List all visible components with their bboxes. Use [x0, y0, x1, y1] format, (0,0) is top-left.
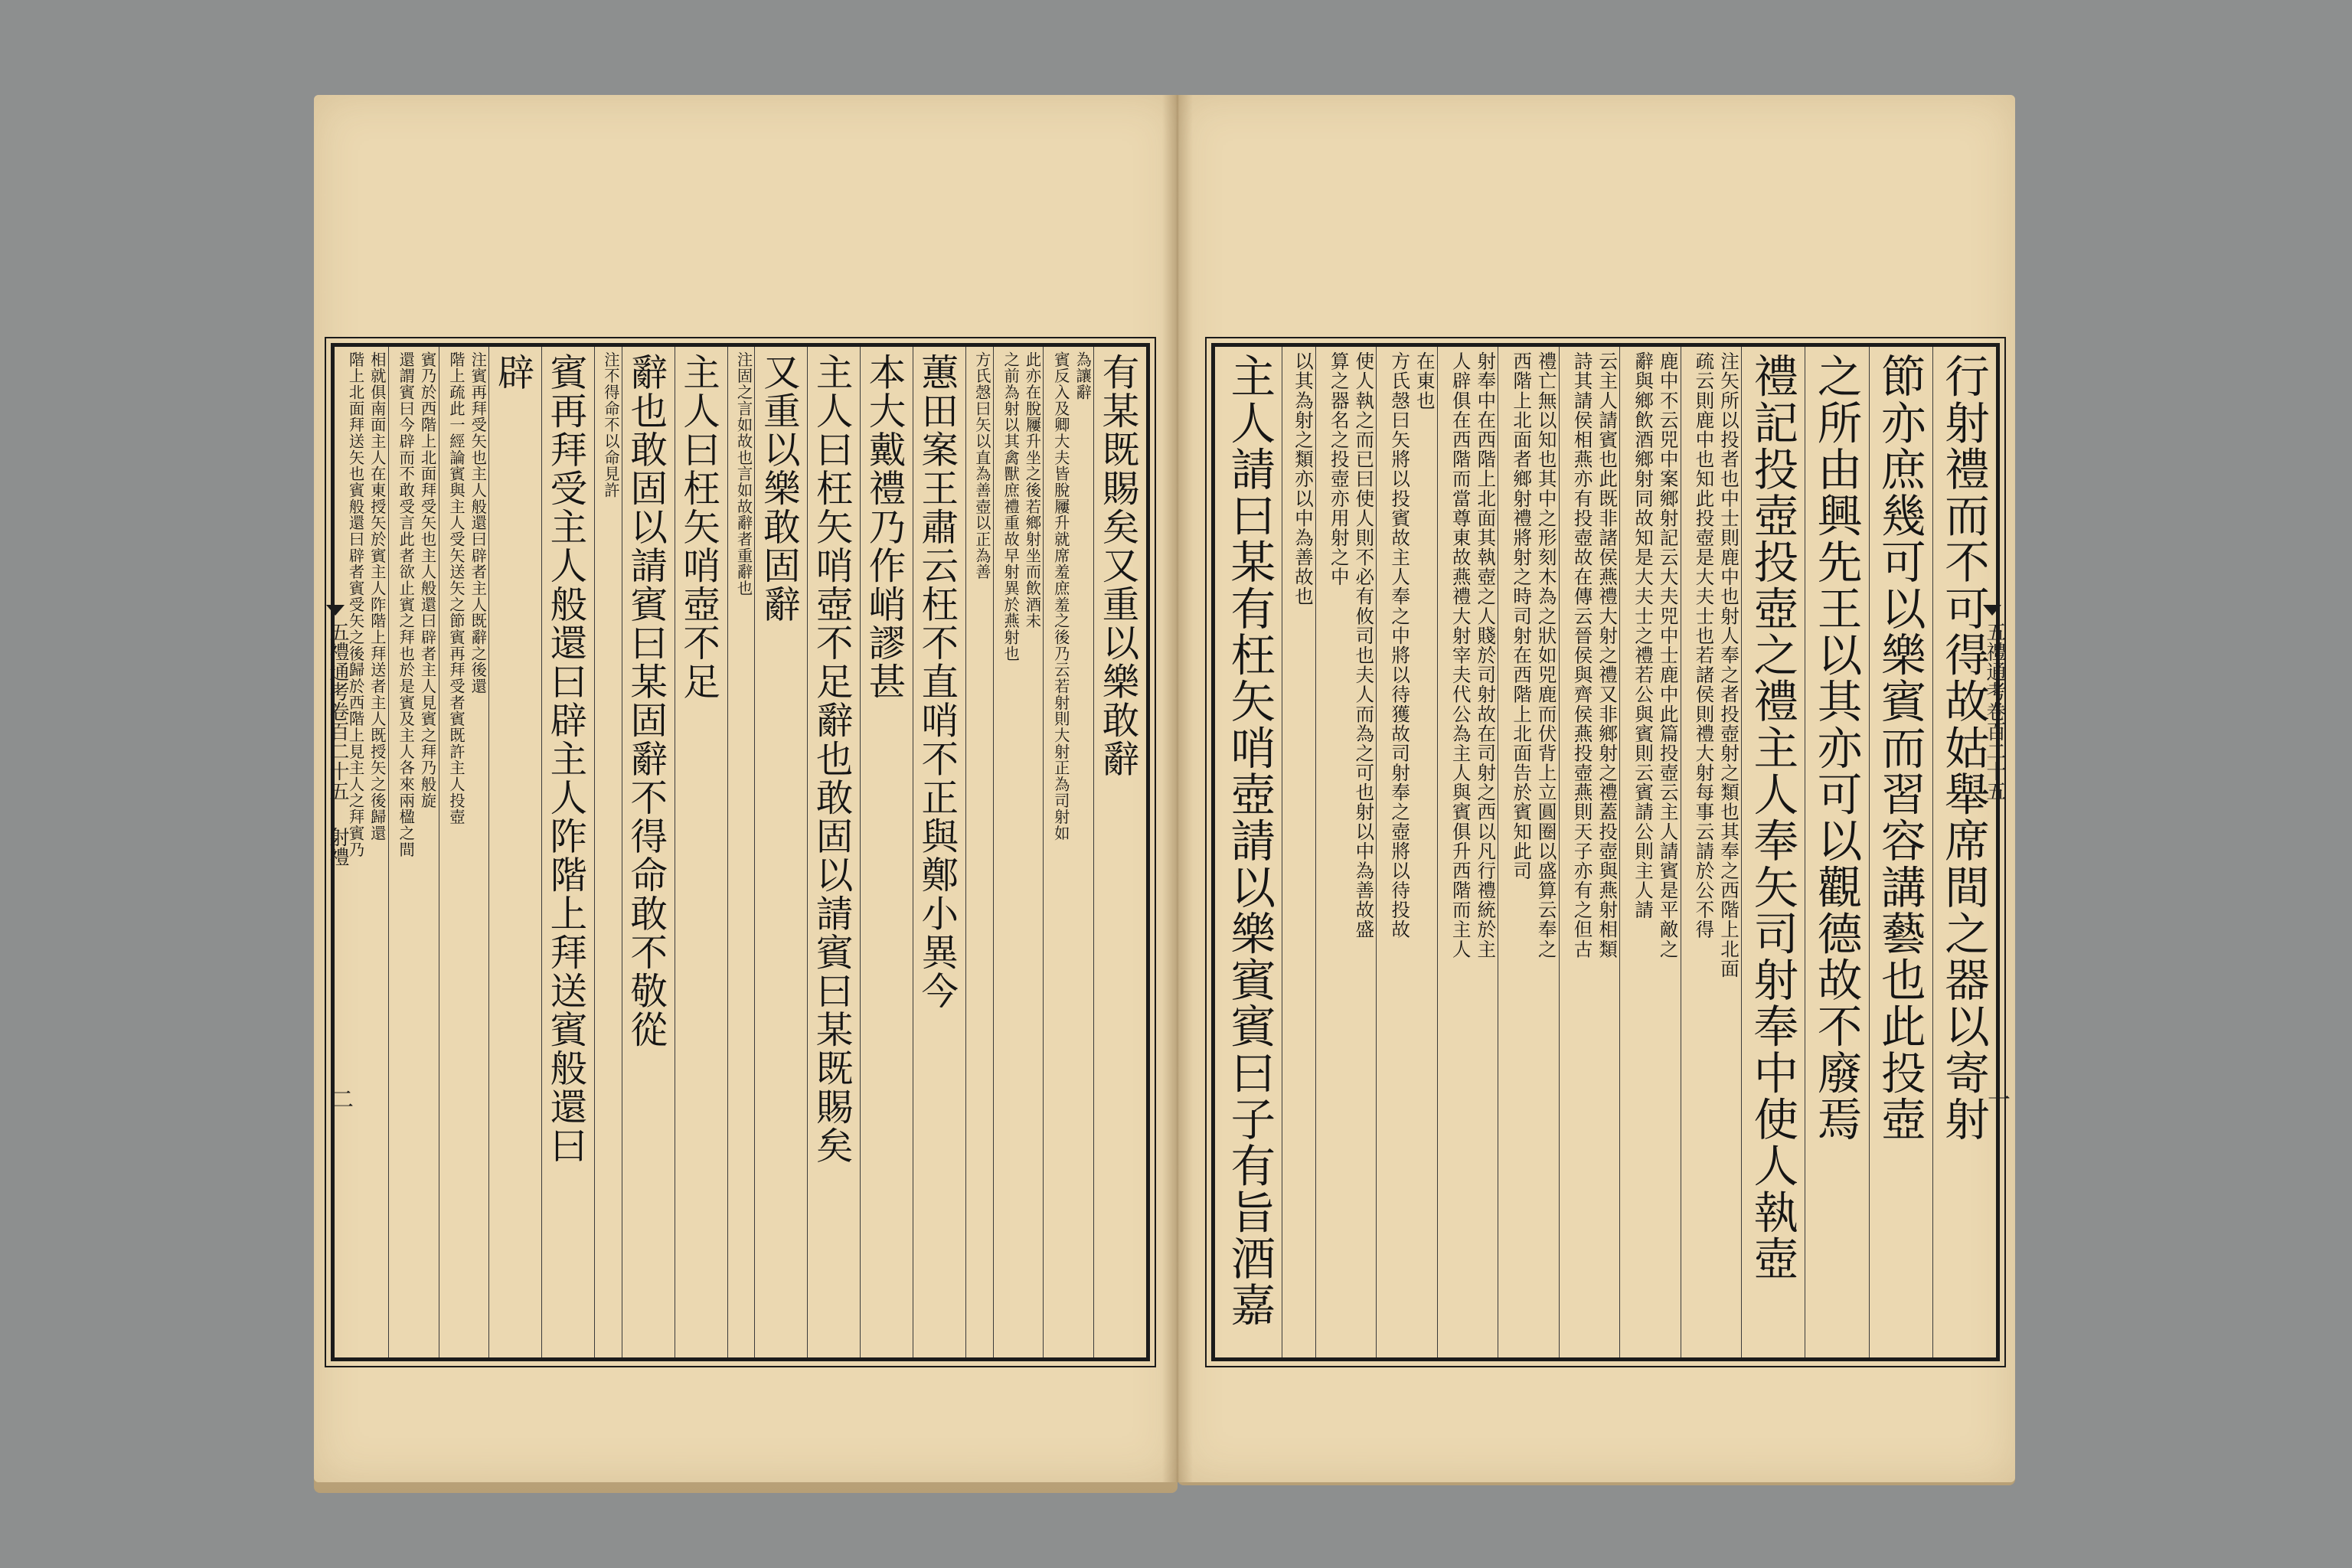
left-column-5: [860, 347, 913, 1357]
right-column-4: [1681, 347, 1741, 1357]
left-text-line: 蕙田案王肅云枉不直哨不正與鄭小異今: [914, 353, 958, 1011]
right-column-1: [1869, 347, 1932, 1357]
right-text-line: 鹿中不云兕中案鄉射記云大夫兕中士鹿中此篇投壺云主人請賓是平敵之: [1657, 351, 1680, 959]
right-column-3: [1741, 347, 1805, 1357]
right-column-8: [1437, 347, 1498, 1357]
left-text-line: 又重以樂敢固辭: [756, 353, 800, 624]
left-text-line: 方氏愨曰矢以直為善壺以正為善: [972, 351, 991, 580]
right-text-line: 詩其請侯相燕亦有投壺故在傳云晉侯與齊侯燕投壺燕則天子亦有之但古: [1571, 351, 1594, 959]
left-text-line: 辭也敢固以請賓曰某固辭不得命敢不敬從: [623, 353, 667, 1049]
left-columns: [338, 347, 1146, 1357]
left-column-1: [1043, 347, 1093, 1357]
left-folio-number: 二: [326, 1087, 353, 1110]
left-column-2: [993, 347, 1044, 1357]
right-column-5: [1619, 347, 1680, 1357]
left-column-9: [675, 347, 727, 1357]
right-spine-title: 五禮通考卷百二十五: [1983, 622, 2006, 801]
left-column-3: [965, 347, 993, 1357]
left-column-8: [727, 347, 755, 1357]
right-text-line: 疏云則鹿中也知此投壺是大夫士也若諸侯則禮大射每事云請於公不得: [1693, 351, 1716, 939]
right-text-line: 使人執之而已曰使人則不必有攸司也夫人而為之可也射以中為善故盛: [1353, 351, 1376, 939]
right-column-10: [1315, 347, 1376, 1357]
left-text-line: 此亦在脫屨升坐之後若鄉射坐而飲酒未: [1023, 351, 1042, 629]
right-text-line: 射奉中在西階上北面其執壺之人賤於司射故在司射之西以凡行禮統於主: [1475, 351, 1498, 959]
left-spine-section: 射禮: [326, 827, 349, 867]
right-text-line: 西階上北面者鄉射禮將射之時司射在西階上北面告於賓知此司: [1511, 351, 1534, 880]
left-column-10: [622, 347, 675, 1357]
right-text-line: 以其為射之類亦以中為善故也: [1292, 351, 1315, 606]
right-column-9: [1376, 347, 1436, 1357]
left-text-line: 主人曰枉矢哨壺不足: [676, 353, 720, 701]
right-column-0: [1932, 347, 1996, 1357]
right-column-2: [1805, 347, 1868, 1357]
left-fishtail-mark: [326, 605, 345, 616]
left-column-12: [541, 347, 594, 1357]
left-text-line: 之前為射以其禽獸庶禮重故早射異於燕射也: [1001, 351, 1021, 662]
right-text-line: 注矢所以投者也中士則鹿中也射人奉之者投壺射之類也其奉之西階上北面: [1718, 351, 1741, 978]
right-text-block: [1211, 343, 2000, 1361]
left-column-15: [388, 347, 439, 1357]
right-text-line: 節亦庶幾可以樂賓而習容講藝也此投壺: [1873, 353, 1926, 1143]
left-text-line: 注不得命不以命見許: [601, 351, 620, 498]
right-text-line: 行射禮而不可得故姑舉席間之器以寄射: [1937, 353, 1989, 1143]
right-columns: [1218, 347, 1996, 1357]
left-spine-title: 五禮通考卷百二十五: [326, 622, 349, 801]
right-text-line: 算之器名之投壺亦用射之中: [1328, 351, 1351, 587]
right-text-line: 人辟俱在西階而當尊東故燕禮大射宰夫代公為主人與賓俱升西階而主人: [1449, 351, 1472, 959]
right-text-line: 云主人請賓也此既非諸侯燕禮大射之禮又非鄉射之禮蓋投壺與燕射相類: [1596, 351, 1619, 959]
right-column-12: [1218, 347, 1282, 1357]
left-column-7: [754, 347, 807, 1357]
right-column-11: [1282, 347, 1315, 1357]
left-text-line: 還謂賓曰今辟而不敢受言此者欲止賓之拜也於是賓及主人各來兩楹之間: [397, 351, 416, 858]
left-column-14: [439, 347, 489, 1357]
right-text-line: 之所由興先王以其亦可以觀德故不廢焉: [1809, 353, 1862, 1143]
right-fishtail-mark: [1983, 605, 2001, 616]
left-text-line: 階上北面拜送矢也賓般還曰辟者賓受矢之後歸於西階上見主人之拜賓乃: [346, 351, 365, 858]
right-text-line: 在東也: [1413, 351, 1436, 410]
left-text-line: 賓再拜受主人般還曰辟主人阼階上拜送賓般還曰: [543, 353, 586, 1165]
left-text-line: 注賓再拜受矢也主人般還曰辟者主人既辭之後還: [469, 351, 488, 694]
right-text-line: 禮記投壺投壺之禮主人奉矢司射奉中使人執壺: [1746, 353, 1798, 1282]
right-text-line: 主人請曰某有枉矢哨壺請以樂賓賓曰子有旨酒嘉: [1223, 353, 1276, 1328]
left-column-11: [594, 347, 622, 1357]
left-text-line: 本大戴禮乃作峭謬甚: [861, 353, 905, 701]
right-text-line: 辭與鄉飲酒鄉射同故知是大夫士之禮若公與賓則云賓請公則主人請: [1632, 351, 1655, 920]
book-gutter: [1162, 95, 1193, 1482]
left-text-block: [331, 343, 1150, 1361]
right-folio-number: 一: [1983, 1087, 2010, 1110]
left-column-0: [1093, 347, 1146, 1357]
left-text-line: 主人曰枉矢哨壺不足辭也敢固以請賓曰某既賜矣: [809, 353, 853, 1165]
left-text-line: 辟: [491, 353, 534, 392]
right-column-6: [1559, 347, 1619, 1357]
right-column-7: [1498, 347, 1558, 1357]
left-text-line: 為讓辭: [1073, 351, 1093, 400]
left-column-4: [913, 347, 965, 1357]
right-text-line: 方氏愨曰矢將以投賓故主人奉之中將以待獲故司射奉之壺將以待投故: [1389, 351, 1412, 939]
left-column-6: [807, 347, 860, 1357]
left-text-line: 賓乃於西階上北面拜受矢也主人般還曰辟者主人見賓之拜乃般旋: [418, 351, 437, 809]
left-text-line: 賓反入及卿大夫皆脫屨升就席羞庶羞之後乃云若射則大射正為司射如: [1051, 351, 1070, 841]
left-text-line: 相就俱南面主人在東授矢於賓主人阼階上拜送者主人既授矢之後歸還: [368, 351, 387, 841]
left-text-line: 有某既賜矣又重以樂敢辭: [1096, 353, 1138, 779]
left-column-13: [488, 347, 541, 1357]
right-text-line: 禮亡無以知也其中之形刻木為之狀如兕鹿而伏背上立圓圈以盛算云奉之: [1535, 351, 1558, 959]
left-text-line: 注固之言如故也言如故辭者重辭也: [734, 351, 753, 596]
left-text-line: 階上疏此一經論賓與主人受矢送矢之節賓再拜受者賓既許主人投壺: [446, 351, 466, 825]
